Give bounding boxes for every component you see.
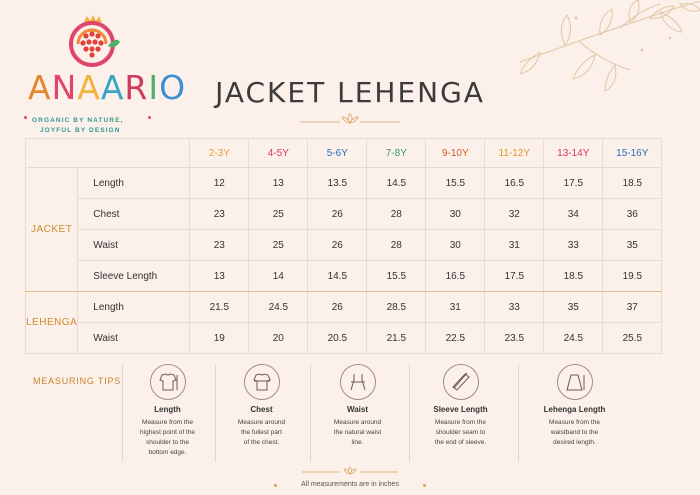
size-header-row [26,139,662,168]
measurement-value: 15.5 [367,261,426,292]
tip-description-line: Measure from the [435,419,486,426]
size-header-7-8y: 7-8Y [367,139,426,168]
measurement-value: 31 [485,230,544,261]
sleeve-measure-icon [443,364,479,400]
tip-description-line: bottom edge. [148,449,187,456]
measurement-value: 13 [249,168,308,199]
brand-logo [22,14,187,134]
tip-description-line: line. [351,439,364,446]
size-chart-table [25,138,662,354]
tip-description [532,418,617,448]
tip-divider [409,364,410,462]
tip-name: Sleeve Length [433,405,488,414]
group-label-jacket: JACKET [26,168,78,292]
measurement-value: 15.5 [426,168,485,199]
measuring-tip-waist [315,364,400,448]
size-header-2-3y: 2-3Y [190,139,249,168]
tip-description [315,418,400,448]
measurement-value: 13.5 [308,168,367,199]
measurement-value: 19 [190,323,249,354]
table-row [26,323,662,354]
tip-description-line: Measure around [237,419,286,426]
measurement-label: Waist [78,323,190,354]
measurement-label: Chest [78,199,190,230]
tip-description-line: Measure from the [549,419,600,426]
measurement-value: 35 [603,230,662,261]
measurement-label: Length [78,292,190,323]
measurement-value: 20.5 [308,323,367,354]
tip-divider [310,364,311,462]
measurement-value: 28.5 [367,292,426,323]
measurement-value: 16.5 [426,261,485,292]
tip-name: Waist [346,405,369,414]
size-header-15-16y: 15-16Y [603,139,662,168]
lotus-divider-icon [300,112,400,126]
measurement-value: 30 [426,230,485,261]
tip-description [125,418,210,458]
table-corner-cell [26,139,190,168]
measurement-value: 31 [426,292,485,323]
measuring-tip-sleeve-length [418,364,503,448]
tip-description-line: Measure from the [142,419,193,426]
length-measure-icon [150,364,186,400]
measurement-value: 18.5 [603,168,662,199]
tip-description-line: desired length. [553,439,596,446]
measurement-value: 26 [308,292,367,323]
chest-measure-icon [244,364,280,400]
group-label-lehenga: LEHENGA [26,292,78,354]
tip-description [219,418,304,448]
tip-name: Length [154,405,181,414]
footer-lotus-divider-icon [302,466,398,476]
tip-divider [122,364,123,462]
tip-name: Lehenga Length [543,405,606,414]
brand-letter: I [148,68,160,107]
measurement-value: 26 [308,199,367,230]
measurement-value: 18.5 [544,261,603,292]
measurement-value: 24.5 [249,292,308,323]
tip-divider [215,364,216,462]
brand-tagline-line2: JOYFUL BY DESIGN [40,127,121,134]
measurement-value: 17.5 [485,261,544,292]
measurement-value: 36 [603,199,662,230]
measuring-tips-heading: MEASURING TIPS [33,376,122,386]
brand-letter: A [77,68,101,107]
measuring-tip-lehenga-length [532,364,617,448]
size-header-13-14y: 13-14Y [544,139,603,168]
measurement-value: 14.5 [308,261,367,292]
tip-description-line: the end of sleeve. [434,439,487,446]
tip-description [418,418,503,448]
measurement-value: 30 [426,199,485,230]
measuring-tip-length [125,364,210,458]
table-row [26,199,662,230]
measurement-value: 23 [190,199,249,230]
brand-letter: R [124,68,149,107]
table-row [26,261,662,292]
page-title: JACKET LEHENGA [215,76,485,109]
brand-letter: A [100,68,125,107]
table-row [26,230,662,261]
waist-measure-icon [340,364,376,400]
tip-description-line: of the chest. [243,439,280,446]
measurement-value: 34 [544,199,603,230]
size-header-4-5y: 4-5Y [249,139,308,168]
brand-tagline-line1: ORGANIC BY NATURE, [32,117,124,124]
tip-description-line: the fullest part [241,429,282,436]
measurement-value: 14.5 [367,168,426,199]
measurement-value: 16.5 [485,168,544,199]
measurement-value: 21.5 [190,292,249,323]
tip-description-line: shoulder seam to [435,429,486,436]
measurement-value: 37 [603,292,662,323]
measuring-tip-chest [219,364,304,448]
measurement-value: 23 [190,230,249,261]
tip-description-line: waistband to the [550,429,599,436]
size-header-11-12y: 11-12Y [485,139,544,168]
tip-description-line: the natural waist [333,429,382,436]
measurement-value: 33 [544,230,603,261]
measurement-value: 33 [485,292,544,323]
measurement-value: 26 [308,230,367,261]
measurement-value: 28 [367,230,426,261]
measurement-value: 35 [544,292,603,323]
measurement-value: 17.5 [544,168,603,199]
table-row [26,168,662,199]
measurement-value: 25.5 [603,323,662,354]
measurement-value: 19.5 [603,261,662,292]
tip-description-line: shoulder to the [145,439,189,446]
measurement-value: 20 [249,323,308,354]
measurement-label: Waist [78,230,190,261]
brand-letter: N [51,68,78,107]
measurement-value: 28 [367,199,426,230]
tip-name: Chest [250,405,273,414]
measurement-label: Length [78,168,190,199]
measurement-label: Sleeve Length [78,261,190,292]
measurement-value: 21.5 [367,323,426,354]
pomegranate-icon [62,14,120,70]
measurement-value: 12 [190,168,249,199]
footer-note: All measurements are in inches [301,481,399,488]
measurement-value: 32 [485,199,544,230]
size-header-9-10y: 9-10Y [426,139,485,168]
tip-description-line: highest point of the [140,429,195,436]
lehenga-measure-icon [557,364,593,400]
measurement-value: 24.5 [544,323,603,354]
measurement-value: 25 [249,230,308,261]
table-row [26,292,662,323]
measurement-value: 25 [249,199,308,230]
tip-description-line: Measure around [333,419,382,426]
brand-letter: O [159,68,187,107]
measurement-value: 13 [190,261,249,292]
measurement-value: 22.5 [426,323,485,354]
size-header-5-6y: 5-6Y [308,139,367,168]
measurement-value: 14 [249,261,308,292]
tip-divider [518,364,519,462]
measurement-value: 23.5 [485,323,544,354]
brand-letter: A [28,68,52,107]
